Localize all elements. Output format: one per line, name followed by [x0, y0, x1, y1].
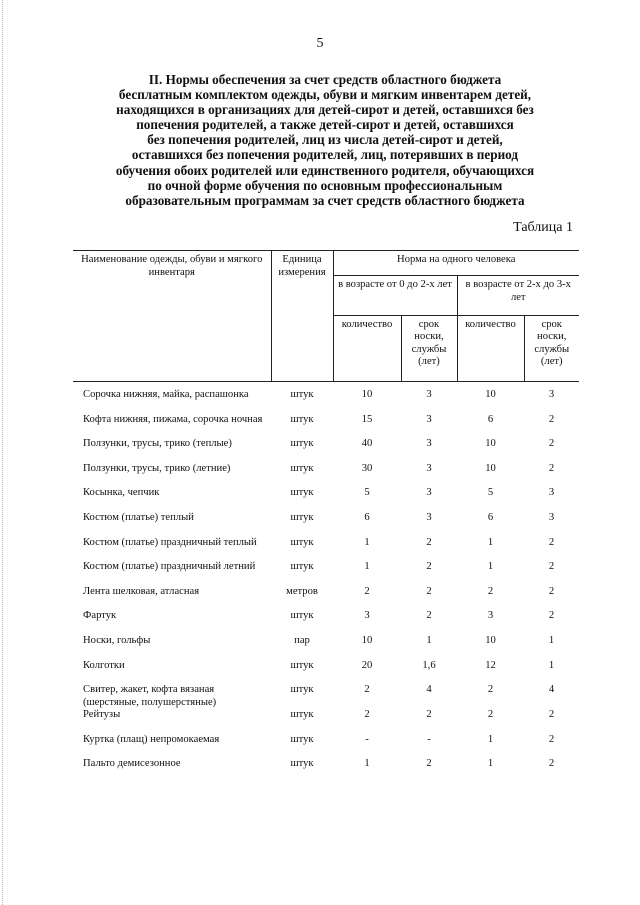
table-row	[73, 512, 579, 537]
section-heading	[70, 72, 580, 208]
item-qty-0-2: 15	[361, 413, 373, 425]
item-name: Пальто демисезонное	[83, 758, 181, 770]
norms-table	[73, 250, 579, 783]
table-row	[73, 586, 579, 611]
item-unit: штук	[290, 511, 314, 523]
item-name: Свитер, жакет, кофта вязаная (шерстяные, полушерстяные)	[83, 684, 217, 708]
item-name: Сорочка нижняя, майка, распашонка	[83, 389, 249, 400]
item-name: Колготки	[83, 659, 125, 671]
table-row	[73, 610, 579, 635]
item-unit: метров	[286, 585, 318, 597]
item-term-2-3: 2	[548, 610, 555, 622]
item-qty-2-3: 10	[485, 634, 496, 646]
item-term-0-2: 1,6	[422, 659, 436, 671]
item-qty-0-2: 40	[361, 438, 373, 450]
item-term-2-3: 2	[548, 758, 555, 770]
item-qty-0-2: 1	[364, 561, 370, 573]
table-row	[73, 660, 579, 685]
item-unit: штук	[290, 438, 314, 450]
item-qty-0-2: 6	[364, 511, 370, 523]
item-term-0-2: 2	[426, 585, 432, 597]
item-term-0-2: -	[427, 733, 431, 745]
heading-line: бесплатным комплектом одежды, обуви и мягким инвентарем детей,	[118, 87, 532, 103]
item-term-0-2: 3	[426, 511, 432, 523]
heading-line: попечения родителей, а также детей-сирот и детей, оставшихся	[136, 117, 514, 133]
table-row	[73, 709, 579, 734]
item-qty-2-3: 3	[487, 610, 494, 622]
item-qty-0-2: 2	[364, 709, 370, 721]
item-unit: штук	[290, 684, 314, 696]
heading-line: образовательным программам за счет средств областного бюджета	[125, 192, 525, 208]
item-unit: штук	[290, 733, 314, 745]
header-age-0-2: в возрасте от 0 до 2-х лет	[333, 276, 457, 316]
item-name: Ползунки, трусы, трико (теплые)	[83, 438, 232, 450]
item-name: Косынка, чепчик	[83, 487, 160, 499]
item-name: Рейтузы	[83, 709, 121, 721]
table-row	[73, 561, 579, 586]
header-term-2-3: срок носки, службы (лет)	[524, 315, 579, 381]
page-number: 5	[316, 36, 324, 51]
item-qty-2-3: 2	[487, 585, 494, 597]
item-name: Костюм (платье) праздничный теплый	[83, 536, 257, 548]
item-term-0-2: 1	[426, 634, 432, 646]
item-term-2-3: 2	[548, 438, 555, 450]
item-qty-0-2: 1	[364, 758, 370, 770]
item-term-0-2: 2	[426, 536, 432, 548]
header-unit: Единица измерения	[271, 251, 333, 382]
item-unit: штук	[290, 462, 314, 474]
left-margin-binding-dots	[2, 0, 5, 905]
item-qty-2-3: 5	[487, 487, 494, 499]
item-term-2-3: 3	[548, 389, 555, 400]
item-term-0-2: 2	[426, 709, 432, 721]
table-row	[73, 414, 579, 439]
heading-line: оставшихся без попечения родителей, лиц, потерявших в период	[131, 147, 519, 163]
item-qty-2-3: 1	[487, 733, 494, 745]
item-qty-2-3: 10	[485, 438, 496, 450]
item-unit: штук	[290, 561, 314, 573]
item-unit: штук	[290, 610, 314, 622]
item-qty-0-2: 30	[361, 462, 373, 474]
item-unit: штук	[290, 487, 314, 499]
item-term-0-2: 3	[426, 389, 432, 400]
item-term-0-2: 4	[426, 684, 432, 696]
item-term-2-3: 2	[548, 462, 555, 474]
item-term-2-3: 2	[548, 585, 555, 597]
item-unit: пар	[294, 634, 310, 646]
item-qty-2-3: 2	[487, 709, 494, 721]
item-qty-2-3: 1	[487, 536, 494, 548]
item-name: Лента шелковая, атласная	[83, 585, 200, 597]
header-quantity-2-3: количество	[457, 315, 524, 381]
item-name: Носки, гольфы	[83, 634, 151, 646]
table-caption: Таблица 1	[513, 220, 573, 235]
item-qty-0-2: 20	[361, 659, 373, 671]
item-qty-2-3: 10	[485, 462, 496, 474]
item-term-2-3: 3	[548, 511, 555, 523]
item-qty-0-2: 10	[361, 389, 373, 400]
header-norm: Норма на одного человека	[333, 251, 579, 276]
item-qty-0-2: 10	[361, 634, 373, 646]
item-term-2-3: 1	[548, 634, 555, 646]
item-name: Куртка (плащ) непромокаемая	[83, 733, 220, 745]
table-row	[73, 537, 579, 562]
item-term-2-3: 2	[548, 561, 555, 573]
item-qty-2-3: 12	[485, 659, 496, 671]
header-name: Наименование одежды, обуви и мягкого инвентаря	[73, 251, 271, 382]
item-term-0-2: 3	[426, 438, 432, 450]
table-row	[73, 635, 579, 660]
item-qty-2-3: 1	[487, 561, 494, 573]
item-qty-0-2: 2	[364, 585, 370, 597]
item-unit: штук	[290, 536, 314, 548]
item-term-0-2: 2	[426, 610, 432, 622]
header-quantity-0-2: количество	[333, 315, 401, 381]
item-unit: штук	[290, 758, 314, 770]
item-term-0-2: 3	[426, 413, 432, 425]
item-qty-0-2: 5	[364, 487, 370, 499]
heading-line: находящихся в организациях для детей-сирот и детей, оставшихся без	[116, 102, 534, 118]
table-row	[73, 487, 579, 512]
item-term-0-2: 2	[426, 561, 432, 573]
item-term-2-3: 4	[548, 684, 555, 696]
item-qty-0-2: 1	[364, 536, 370, 548]
heading-line: обучения обоих родителей или единственного родителя, обучающихся	[115, 162, 535, 178]
item-qty-0-2: -	[365, 733, 369, 745]
item-name: Костюм (платье) праздничный летний	[83, 561, 256, 573]
item-term-2-3: 2	[548, 536, 555, 548]
item-name: Фартук	[83, 610, 117, 622]
heading-line: II. Нормы обеспечения за счет средств областного бюджета	[148, 72, 502, 87]
table-row	[73, 684, 579, 709]
item-name: Ползунки, трусы, трико (летние)	[83, 462, 231, 474]
item-unit: штук	[290, 389, 314, 400]
item-qty-2-3: 6	[487, 511, 494, 523]
table-row	[73, 463, 579, 488]
item-term-0-2: 2	[426, 758, 432, 770]
item-term-2-3: 2	[548, 413, 555, 425]
item-unit: штук	[290, 413, 314, 425]
item-term-2-3: 3	[548, 487, 555, 499]
item-term-2-3: 2	[548, 709, 555, 721]
item-qty-2-3: 10	[485, 389, 496, 400]
item-name: Кофта нижняя, пижама, сорочка ночная	[83, 413, 263, 425]
item-unit: штук	[290, 659, 314, 671]
item-qty-2-3: 2	[487, 684, 494, 696]
table-row	[73, 382, 579, 414]
heading-line: по очной форме обучения по основным профессиональным	[147, 177, 503, 193]
item-unit: штук	[290, 709, 314, 721]
item-qty-0-2: 2	[364, 684, 370, 696]
item-qty-2-3: 6	[487, 413, 494, 425]
table-row	[73, 438, 579, 463]
item-term-0-2: 3	[426, 487, 432, 499]
item-term-2-3: 2	[548, 733, 555, 745]
table-row	[73, 734, 579, 759]
item-name: Костюм (платье) теплый	[83, 511, 194, 523]
table-row	[73, 758, 579, 783]
item-term-2-3: 1	[548, 659, 555, 671]
header-term-0-2: срок носки, службы (лет)	[401, 315, 457, 381]
heading-line: без попечения родителей, лиц из числа детей-сирот и детей,	[147, 132, 503, 148]
header-age-2-3: в возрасте от 2-х до 3-х лет	[457, 276, 579, 316]
item-qty-0-2: 3	[364, 610, 370, 622]
item-qty-2-3: 1	[487, 758, 494, 770]
item-term-0-2: 3	[426, 462, 432, 474]
